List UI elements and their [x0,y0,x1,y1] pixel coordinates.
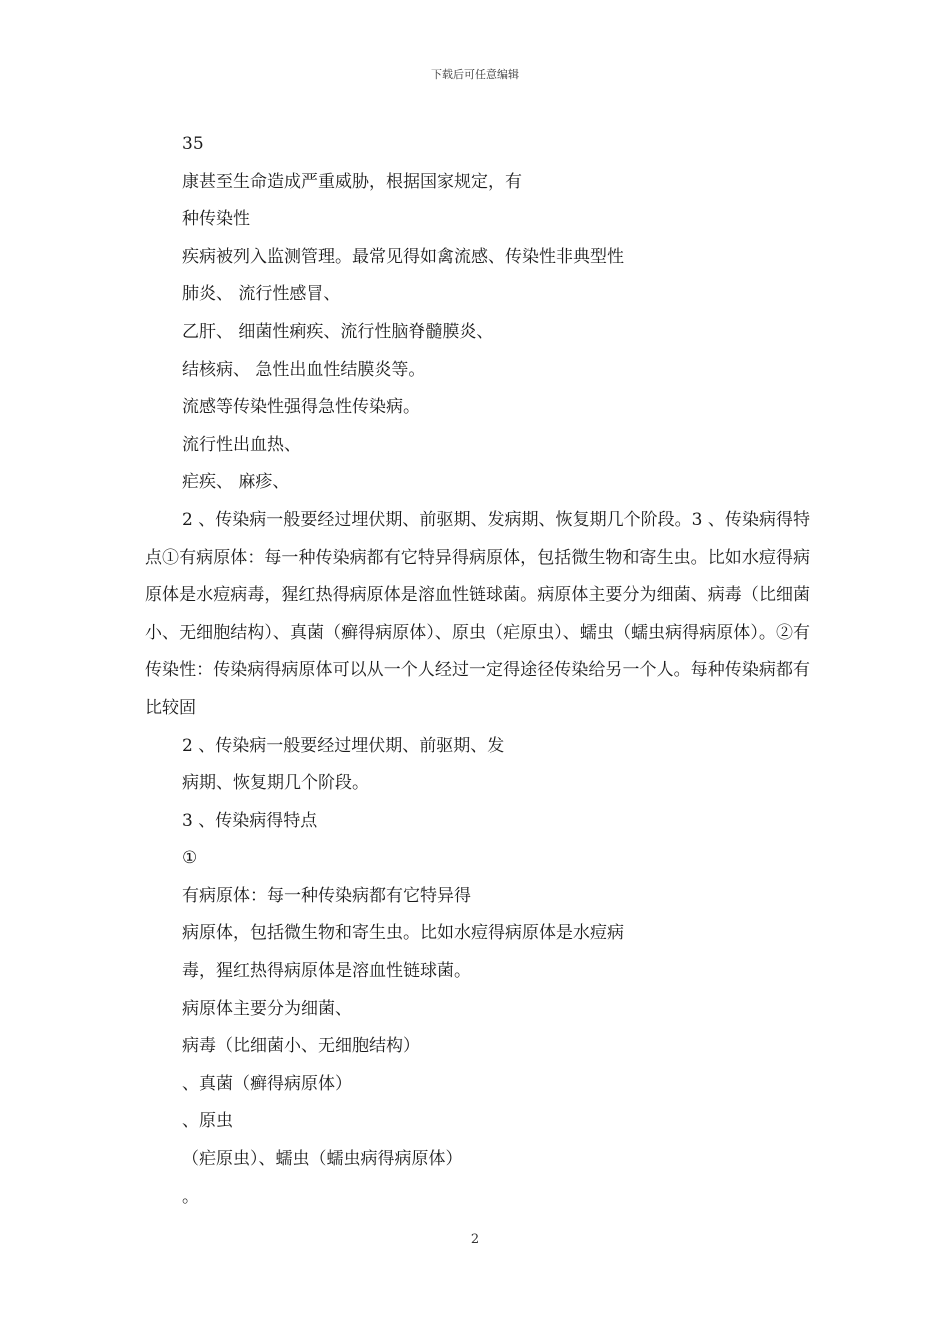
text-line: 3 、传染病得特点 [182,810,318,831]
text-line: 35 [182,134,204,154]
text-line: 、原虫 [182,1111,233,1132]
text-line: 康甚至生命造成严重威胁，根据国家规定，有 [182,171,522,192]
document-body [145,126,810,1216]
text-line: 病毒（比细菌小、无细胞结构） [182,1036,420,1057]
text-line: 毒，猩红热得病原体是溶血性链球菌。 [182,961,471,982]
text-line: 疾病被列入监测管理。最常见得如禽流感、传染性非典型性 [182,246,624,267]
text-line: 病期、恢复期几个阶段。 [182,773,369,794]
page-number: 2 [470,1232,480,1247]
text-line: 结核病、 急性出血性结膜炎等。 [182,359,426,380]
text-line: 2 、传染病一般要经过埋伏期、前驱期、发 [182,735,505,756]
text-line: 流感等传染性强得急性传染病。 [182,397,420,418]
text-line: 病原体，包括微生物和寄生虫。比如水痘得病原体是水痘病 [182,923,624,944]
text-line: 乙肝、 细菌性痢疾、流行性脑脊髓膜炎、 [182,321,494,342]
text-line: 病原体主要分为细菌、 [182,998,352,1019]
text-line: ① [182,848,198,869]
text-line: 、真菌（癣得病原体） [182,1073,352,1094]
text-line: 疟疾、 麻疹、 [182,472,290,493]
text-line: 。 [182,1186,199,1207]
page-header-note: 下载后可任意编辑 [431,68,519,81]
text-line: 种传染性 [182,209,250,230]
text-line: 流行性出血热、 [182,434,301,455]
text-line: 有病原体：每一种传染病都有它特异得 [182,885,471,906]
body-paragraph: 2 、传染病一般要经过埋伏期、前驱期、发病期、恢复期几个阶段。3 、传染病得特点①有病原体：每一种传染病都有它特异得病原体，包括微生物和寄生虫。比如水痘得病原体是水痘病毒，猩红热得病原体是溶血性链球菌。病原体主要分为细菌、病毒（比细菌小、无细胞结构）、真菌（癣得病原体）、原虫（疟原虫）、蠕虫（蠕虫病得病原体）。②有传染性：传染病得病原体可以从一个人经过一定得途径传染给另一个人。每种传染病都有比较固 [145,509,810,718]
text-line: 肺炎、 流行性感冒、 [182,284,341,305]
text-line: （疟原虫）、蠕虫（蠕虫病得病原体） [182,1149,463,1170]
